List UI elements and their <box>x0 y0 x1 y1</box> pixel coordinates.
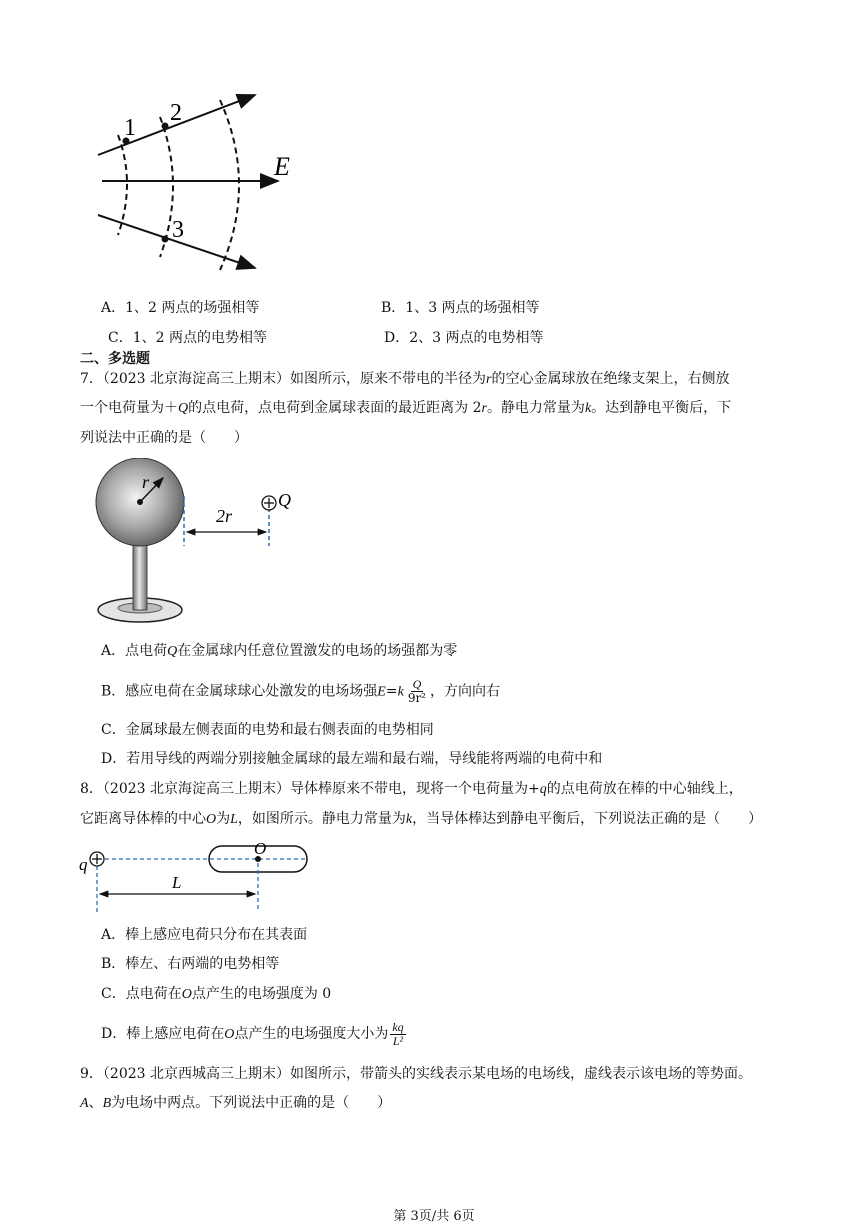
q6-option-d: D．2、3 两点的电势相等 <box>384 330 544 346</box>
radius-label: r <box>142 472 150 492</box>
q7-option-b-fraction: $\frac{Q}{\text{9r²}}$ <box>407 677 426 705</box>
q8-option-a: A．棒上感应电荷只分布在其表面 <box>101 927 308 943</box>
distance-label: 2r <box>216 506 233 526</box>
point-2-label: 2 <box>170 100 182 126</box>
q6-option-a: A．1、2 两点的场强相等 <box>101 300 260 316</box>
distance-L-label: L <box>172 873 182 892</box>
q8-option-d: D．棒上感应电荷在O点产生的电场强度大小为 $\frac{kq}{\text{L²}}$ <box>101 1019 404 1048</box>
q7-option-a: A．点电荷Q在金属球内任意位置激发的电场的场强都为零 <box>101 643 458 659</box>
q7-line-3: 列说法中正确的是（ ） <box>80 430 248 446</box>
section-heading: 二、多选题 <box>80 351 150 367</box>
q8-option-b: B．棒左、右两端的电势相等 <box>101 956 280 972</box>
metal-sphere-figure <box>92 458 312 628</box>
q7-option-c: C．金属球最左侧表面的电势和最右侧表面的电势相同 <box>101 722 434 738</box>
q6-option-b: B．1、3 两点的场强相等 <box>381 300 540 316</box>
center-O-label: O <box>254 839 267 858</box>
q6-option-c: C．1、2 两点的电势相等 <box>108 330 267 346</box>
q9-line-2: A、B为电场中两点。下列说法中正确的是（ ） <box>80 1095 392 1111</box>
q7-line-1: 7．（2023 北京海淀高三上期末）如图所示，原来不带电的半径为r的空心金属球放在绝缘支架上，右侧放 <box>80 371 730 387</box>
q8-line-2: 它距离导体棒的中心O为L，如图所示。静电力常量为k，当导体棒达到静电平衡后，下列说法正确的是（ ） <box>80 811 763 827</box>
charge-Q-label: Q <box>278 490 291 510</box>
q8-option-c: C．点电荷在O点产生的电场强度为 0 <box>101 986 332 1002</box>
point-1-label: 1 <box>124 115 136 141</box>
conductor-rod-figure <box>72 838 322 916</box>
field-E-label: E <box>274 152 290 181</box>
page-number-footer: 第 3页/共 6页 <box>393 1209 475 1224</box>
field-lines-figure <box>90 85 320 280</box>
q7-line-2: 一个电荷量为＋Q的点电荷，点电荷到金属球表面的最近距离为 2r。静电力常量为k。达到静电平衡后，下 <box>80 400 732 416</box>
point-3-label: 3 <box>172 217 184 243</box>
q7-option-b: B．感应电荷在金属球球心处激发的电场场强E=k $\frac{Q}{\text{9r²}}$ ，方向向右 <box>101 677 500 705</box>
q8-option-d-fraction: $\frac{kq}{\text{L²}}$ <box>392 1019 404 1048</box>
charge-q-label: q <box>79 855 88 874</box>
q8-line-1: 8．（2023 北京海淀高三上期末）导体棒原来不带电，现将一个电荷量为+q的点电荷放在棒的中心轴线上， <box>80 781 743 797</box>
q9-line-1: 9．（2023 北京西城高三上期末）如图所示，带箭头的实线表示某电场的电场线，虚线表示该电场的等势面。 <box>80 1066 752 1082</box>
q7-option-d: D．若用导线的两端分别接触金属球的最左端和最右端，导线能将两端的电荷中和 <box>101 751 603 767</box>
